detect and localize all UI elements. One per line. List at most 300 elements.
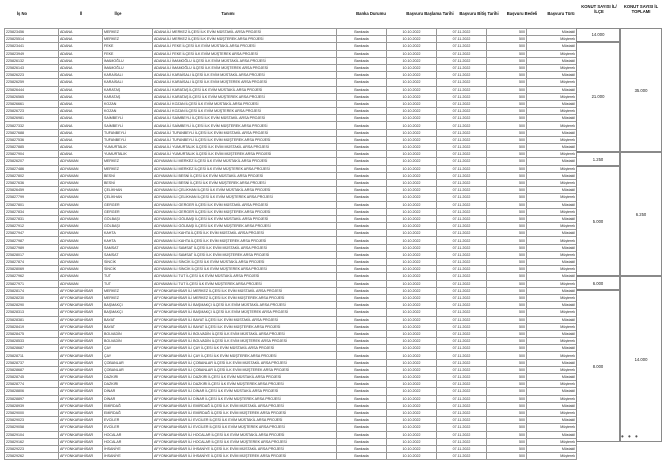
cell-basvuru-bedeli: 500 xyxy=(487,108,527,115)
cell-tanim: AFYONKARAHİSAR İLİ BOLVADİN İLÇESİ İLK EVİM MÜŞTEREK ARSA PROJESİ xyxy=(153,338,337,345)
cell-baslama-tarihi: 10.10.2022 xyxy=(387,388,437,395)
cell-baslama-tarihi: 10.10.2022 xyxy=(387,338,437,345)
cell-is-no: 225827688 xyxy=(5,129,59,136)
cell-basvuru-turu: Müşterek xyxy=(527,108,577,115)
cell-baslama-tarihi: 10.10.2022 xyxy=(387,237,437,244)
cell-is-no: 225828711 xyxy=(5,352,59,359)
cell-bitis-tarihi: 07.11.2022 xyxy=(437,201,487,208)
cell-is-no: 225828737 xyxy=(5,359,59,366)
cell-banka-durumu: Bankada xyxy=(337,409,387,416)
cell-basvuru-turu: Müstakil xyxy=(527,273,577,280)
cell-ilce: TUFANBEYLİ xyxy=(103,129,153,136)
cell-basvuru-bedeli: 500 xyxy=(487,215,527,222)
cell-bitis-tarihi: 07.11.2022 xyxy=(437,251,487,258)
cell-tanim: AFYONKARAHİSAR İLİ BAYAT İLÇESİ İLK EVİM MÜSTAKİL ARSA PROJESİ xyxy=(153,316,337,323)
cell-baslama-tarihi: 10.10.2022 xyxy=(387,36,437,43)
cell-is-no: 225827904 xyxy=(5,151,59,158)
cell-ilce: GERGER xyxy=(103,208,153,215)
cell-banka-durumu: Bankada xyxy=(337,316,387,323)
cell-is-no: 225827486 xyxy=(5,165,59,172)
cell-basvuru-turu: Müşterek xyxy=(527,453,577,460)
cell-bitis-tarihi: 07.11.2022 xyxy=(437,417,487,424)
cell-ilce: SİNCİK xyxy=(103,259,153,266)
cell-is-no: 225829104 xyxy=(5,431,59,438)
cell-ilce: SAMSAT xyxy=(103,251,153,258)
cell-bitis-tarihi: 07.11.2022 xyxy=(437,230,487,237)
cell-is-no: 225827801 xyxy=(5,201,59,208)
cell-bitis-tarihi: 07.11.2022 xyxy=(437,86,487,93)
cell-banka-durumu: Bankada xyxy=(337,136,387,143)
cell-il: ADANA xyxy=(59,93,103,100)
cell-baslama-tarihi: 10.10.2022 xyxy=(387,309,437,316)
cell-ilce: KARAİSALI xyxy=(103,72,153,79)
cell-ilce: SİNCİK xyxy=(103,266,153,273)
cell-il: AFYONKARAHİSAR xyxy=(59,359,103,366)
cell-basvuru-turu: Müstakil xyxy=(527,316,577,323)
cell-basvuru-turu: Müşterek xyxy=(527,366,577,373)
cell-banka-durumu: Bankada xyxy=(337,208,387,215)
cell-bitis-tarihi: 07.11.2022 xyxy=(437,208,487,215)
cell-tanim: ADIYAMAN İLİ SAMSAT İLÇESİ İLK EVİM MÜSTAKİL ARSA PROJESİ xyxy=(153,244,337,251)
cell-banka-durumu: Bankada xyxy=(337,417,387,424)
cell-il: ADIYAMAN xyxy=(59,172,103,179)
table-row xyxy=(5,151,577,158)
cell-is-no: 225829262 xyxy=(5,453,59,460)
header-is-no: İş No xyxy=(16,11,28,16)
cell-baslama-tarihi: 10.10.2022 xyxy=(387,402,437,409)
table-row xyxy=(5,251,577,258)
table-row xyxy=(5,100,577,107)
cell-tanim: ADANA İLİ MERKEZ İLÇESİ İLK EVİM MÜŞTEREK ARSA PROJESİ xyxy=(153,36,337,43)
cell-il: ADANA xyxy=(59,64,103,71)
cell-bitis-tarihi: 07.11.2022 xyxy=(437,323,487,330)
cell-il: AFYONKARAHİSAR xyxy=(59,323,103,330)
cell-banka-durumu: Bankada xyxy=(337,172,387,179)
cell-il: ADANA xyxy=(59,136,103,143)
cell-ilce: BOLVADİN xyxy=(103,338,153,345)
cell-il: ADIYAMAN xyxy=(59,194,103,201)
cell-basvuru-bedeli: 500 xyxy=(487,352,527,359)
cell-il: ADANA xyxy=(59,115,103,122)
cell-is-no: 225828069 xyxy=(5,266,59,273)
header-baslama-tarihi: Başvuru Başlama Tarihi xyxy=(406,11,454,16)
cell-ilce: İMAMOĞLU xyxy=(103,57,153,64)
cell-basvuru-bedeli: 500 xyxy=(487,424,527,431)
cell-il: AFYONKARAHİSAR xyxy=(59,388,103,395)
cell-banka-durumu: Bankada xyxy=(337,374,387,381)
cell-banka-durumu: Bankada xyxy=(337,43,387,50)
cell-baslama-tarihi: 10.10.2022 xyxy=(387,50,437,57)
cell-ilce: KARATAŞ xyxy=(103,93,153,100)
cell-banka-durumu: Bankada xyxy=(337,280,387,287)
cell-ilce: MERKEZ xyxy=(103,165,153,172)
cell-basvuru-turu: Müşterek xyxy=(527,237,577,244)
cell-basvuru-turu: Müşterek xyxy=(527,79,577,86)
cell-basvuru-turu: Müşterek xyxy=(527,194,577,201)
cell-il: ADIYAMAN xyxy=(59,187,103,194)
cell-basvuru-bedeli: 500 xyxy=(487,244,527,251)
cell-banka-durumu: Bankada xyxy=(337,36,387,43)
cell-ilce: EVCİLER xyxy=(103,417,153,424)
cell-il: ADIYAMAN xyxy=(59,223,103,230)
cell-bitis-tarihi: 07.11.2022 xyxy=(437,122,487,129)
cell-is-no: 225827987 xyxy=(5,237,59,244)
cell-bitis-tarihi: 07.11.2022 xyxy=(437,115,487,122)
cell-basvuru-turu: Müşterek xyxy=(527,294,577,301)
cell-tanim: ADANA İLİ SAİMBEYLİ İLÇESİ İLK EVİM MÜSTAKİL ARSA PROJESİ xyxy=(153,115,337,122)
cell-tanim: AFYONKARAHİSAR İLİ DAZKIRI İLÇESİ İLK EVİM MÜŞTEREK ARSA PROJESİ xyxy=(153,381,337,388)
cell-il: ADANA xyxy=(59,36,103,43)
cell-banka-durumu: Bankada xyxy=(337,144,387,151)
cell-bitis-tarihi: 07.11.2022 xyxy=(437,381,487,388)
cell-baslama-tarihi: 10.10.2022 xyxy=(387,129,437,136)
cell-basvuru-bedeli: 500 xyxy=(487,86,527,93)
table-row xyxy=(5,409,577,416)
cell-banka-durumu: Bankada xyxy=(337,438,387,445)
cell-tanim: AFYONKARAHİSAR İLİ EMİRDAĞ İLÇESİ İLK EVİM MÜSTAKİL ARSA PROJESİ xyxy=(153,402,337,409)
table-row xyxy=(5,244,577,251)
cell-bitis-tarihi: 07.11.2022 xyxy=(437,165,487,172)
konut-sayisi-ilce-cell: 14.000 xyxy=(576,28,620,42)
table-row xyxy=(5,223,577,230)
cell-baslama-tarihi: 10.10.2022 xyxy=(387,366,437,373)
table-row xyxy=(5,158,577,165)
table-row xyxy=(5,266,577,273)
cell-ilce: FEKE xyxy=(103,43,153,50)
cell-il: AFYONKARAHİSAR xyxy=(59,417,103,424)
cell-baslama-tarihi: 10.10.2022 xyxy=(387,438,437,445)
cell-tanim: AFYONKARAHİSAR İLİ EVCİLER İLÇESİ İLK EVİM MÜŞTEREK ARSA PROJESİ xyxy=(153,424,337,431)
cell-tanim: ADANA İLİ İMAMOĞLU İLÇESİ İLK EVİM MÜŞTEREK ARSA PROJESİ xyxy=(153,64,337,71)
cell-banka-durumu: Bankada xyxy=(337,287,387,294)
cell-banka-durumu: Bankada xyxy=(337,294,387,301)
cell-banka-durumu: Bankada xyxy=(337,359,387,366)
cell-tanim: AFYONKARAHİSAR İLİ BAYAT İLÇESİ İLK EVİM MÜŞTEREK ARSA PROJESİ xyxy=(153,323,337,330)
cell-basvuru-bedeli: 500 xyxy=(487,172,527,179)
cell-basvuru-bedeli: 500 xyxy=(487,115,527,122)
cell-tanim: ADANA İLİ YUMURTALIK İLÇESİ İLK EVİM MÜŞTEREK ARSA PROJESİ xyxy=(153,151,337,158)
cell-bitis-tarihi: 07.11.2022 xyxy=(437,294,487,301)
cell-basvuru-bedeli: 500 xyxy=(487,395,527,402)
table-body xyxy=(5,29,577,460)
cell-is-no: 225828313 xyxy=(5,309,59,316)
cell-baslama-tarihi: 10.10.2022 xyxy=(387,302,437,309)
cell-basvuru-turu: Müşterek xyxy=(527,424,577,431)
cell-basvuru-bedeli: 500 xyxy=(487,72,527,79)
cell-il: AFYONKARAHİSAR xyxy=(59,438,103,445)
cell-bitis-tarihi: 07.11.2022 xyxy=(437,374,487,381)
table-row xyxy=(5,79,577,86)
cell-basvuru-turu: Müstakil xyxy=(527,158,577,165)
table-row xyxy=(5,323,577,330)
cell-bitis-tarihi: 07.11.2022 xyxy=(437,409,487,416)
table-row xyxy=(5,287,577,294)
cell-tanim: AFYONKARAHİSAR İLİ İHSANİYE İLÇESİ İLK EVİM MÜŞTEREK ARSA PROJESİ xyxy=(153,453,337,460)
cell-basvuru-bedeli: 500 xyxy=(487,316,527,323)
table-row xyxy=(5,50,577,57)
cell-bitis-tarihi: 07.11.2022 xyxy=(437,309,487,316)
cell-basvuru-turu: Müşterek xyxy=(527,36,577,43)
cell-basvuru-turu: Müstakil xyxy=(527,287,577,294)
cell-banka-durumu: Bankada xyxy=(337,29,387,36)
cell-basvuru-turu: Müşterek xyxy=(527,208,577,215)
cell-tanim: ADANA İLİ KARAİSALI İLÇESİ İLK EVİM MÜSTAKİL ARSA PROJESİ xyxy=(153,72,337,79)
cell-ilce: BAYAT xyxy=(103,316,153,323)
cell-banka-durumu: Bankada xyxy=(337,352,387,359)
konut-sayisi-ilce-cell: 6.000 xyxy=(576,276,620,290)
cell-baslama-tarihi: 10.10.2022 xyxy=(387,208,437,215)
cell-basvuru-bedeli: 500 xyxy=(487,251,527,258)
cell-il: ADANA xyxy=(59,144,103,151)
cell-baslama-tarihi: 10.10.2022 xyxy=(387,381,437,388)
cell-tanim: AFYONKARAHİSAR İLİ HOCALAR İLÇESİ İLK EVİM MÜSTAKİL ARSA PROJESİ xyxy=(153,431,337,438)
cell-basvuru-bedeli: 500 xyxy=(487,409,527,416)
table-row xyxy=(5,431,577,438)
table-row xyxy=(5,144,577,151)
cell-tanim: ADIYAMAN İLİ TUT İLÇESİ İLK EVİM MÜŞTEREK ARSA PROJESİ xyxy=(153,280,337,287)
cell-is-no: 225823441 xyxy=(5,43,59,50)
cell-tanim: ADIYAMAN İLİ ÇELİKHAN İLÇESİ İLK EVİM MÜŞTEREK ARSA PROJESİ xyxy=(153,194,337,201)
cell-baslama-tarihi: 10.10.2022 xyxy=(387,359,437,366)
cell-il: ADIYAMAN xyxy=(59,201,103,208)
cell-basvuru-turu: Müstakil xyxy=(527,29,577,36)
table-row xyxy=(5,57,577,64)
cell-banka-durumu: Bankada xyxy=(337,93,387,100)
cell-baslama-tarihi: 10.10.2022 xyxy=(387,187,437,194)
cell-tanim: ADANA İLİ TUFANBEYLİ İLÇESİ İLK EVİM MÜSTAKİL ARSA PROJESİ xyxy=(153,129,337,136)
cell-ilce: TUT xyxy=(103,273,153,280)
cell-basvuru-bedeli: 500 xyxy=(487,36,527,43)
cell-basvuru-bedeli: 500 xyxy=(487,50,527,57)
cell-baslama-tarihi: 10.10.2022 xyxy=(387,57,437,64)
cell-basvuru-bedeli: 500 xyxy=(487,122,527,129)
cell-baslama-tarihi: 10.10.2022 xyxy=(387,417,437,424)
table-row xyxy=(5,29,577,36)
cell-basvuru-turu: Müstakil xyxy=(527,330,577,337)
table-row xyxy=(5,237,577,244)
cell-baslama-tarihi: 10.10.2022 xyxy=(387,43,437,50)
cell-basvuru-bedeli: 500 xyxy=(487,43,527,50)
cell-baslama-tarihi: 10.10.2022 xyxy=(387,165,437,172)
cell-ilce: SAİMBEYLİ xyxy=(103,115,153,122)
cell-tanim: AFYONKARAHİSAR İLİ EMİRDAĞ İLÇESİ İLK EVİM MÜŞTEREK ARSA PROJESİ xyxy=(153,409,337,416)
cell-baslama-tarihi: 10.10.2022 xyxy=(387,108,437,115)
cell-banka-durumu: Bankada xyxy=(337,309,387,316)
cell-is-no: 225823456 xyxy=(5,29,59,36)
cell-baslama-tarihi: 10.10.2022 xyxy=(387,79,437,86)
table-row xyxy=(5,388,577,395)
konut-sayisi-toplam-cell: 6.250 xyxy=(620,152,662,276)
cell-is-no: 225827834 xyxy=(5,208,59,215)
cell-il: AFYONKARAHİSAR xyxy=(59,330,103,337)
cell-il: AFYONKARAHİSAR xyxy=(59,424,103,431)
cell-tanim: ADANA İLİ FEKE İLÇESİ İLK EVİM MÜŞTEREK ARSA PROJESİ xyxy=(153,50,337,57)
cell-banka-durumu: Bankada xyxy=(337,237,387,244)
cell-ilce: GÖLBAŞI xyxy=(103,215,153,222)
cell-baslama-tarihi: 10.10.2022 xyxy=(387,172,437,179)
cell-is-no: 225828806 xyxy=(5,388,59,395)
cell-is-no: 225827332 xyxy=(5,122,59,129)
cell-baslama-tarihi: 10.10.2022 xyxy=(387,100,437,107)
konut-sayisi-ilce-cell: 8.000 xyxy=(576,290,620,442)
cell-basvuru-turu: Müşterek xyxy=(527,280,577,287)
cell-ilce: YUMURTALIK xyxy=(103,144,153,151)
cell-bitis-tarihi: 07.11.2022 xyxy=(437,237,487,244)
cell-ilce: KARAİSALI xyxy=(103,79,153,86)
cell-basvuru-bedeli: 500 xyxy=(487,57,527,64)
cell-ilce: SAİMBEYLİ xyxy=(103,122,153,129)
cell-banka-durumu: Bankada xyxy=(337,366,387,373)
header-basvuru-bedeli: Başvuru Bedeli xyxy=(506,11,538,16)
cell-is-no: 225828230 xyxy=(5,294,59,301)
konut-sayisi-ilce-cell: 5.000 xyxy=(576,166,620,276)
cell-banka-durumu: Bankada xyxy=(337,323,387,330)
cell-bitis-tarihi: 07.11.2022 xyxy=(437,280,487,287)
cell-ilce: HOCALAR xyxy=(103,431,153,438)
cell-basvuru-bedeli: 500 xyxy=(487,187,527,194)
cell-baslama-tarihi: 10.10.2022 xyxy=(387,266,437,273)
data-table xyxy=(4,28,577,460)
cell-basvuru-turu: Müşterek xyxy=(527,223,577,230)
cell-basvuru-turu: Müstakil xyxy=(527,302,577,309)
table-row xyxy=(5,395,577,402)
cell-basvuru-bedeli: 500 xyxy=(487,100,527,107)
cell-banka-durumu: Bankada xyxy=(337,57,387,64)
cell-basvuru-bedeli: 500 xyxy=(487,323,527,330)
cell-baslama-tarihi: 10.10.2022 xyxy=(387,431,437,438)
cell-basvuru-bedeli: 500 xyxy=(487,438,527,445)
header-tanim: Tanımı xyxy=(221,11,235,16)
cell-basvuru-bedeli: 500 xyxy=(487,294,527,301)
cell-bitis-tarihi: 07.11.2022 xyxy=(437,352,487,359)
cell-baslama-tarihi: 10.10.2022 xyxy=(387,445,437,452)
cell-banka-durumu: Bankada xyxy=(337,381,387,388)
cell-bitis-tarihi: 07.11.2022 xyxy=(437,330,487,337)
cell-baslama-tarihi: 10.10.2022 xyxy=(387,345,437,352)
table-row xyxy=(5,330,577,337)
cell-is-no: 225827536 xyxy=(5,136,59,143)
cell-tanim: AFYONKARAHİSAR İLİ DİNAR İLÇESİ İLK EVİM MÜSTAKİL ARSA PROJESİ xyxy=(153,388,337,395)
cell-ilce: BAŞMAKÇI xyxy=(103,302,153,309)
cell-banka-durumu: Bankada xyxy=(337,223,387,230)
cell-banka-durumu: Bankada xyxy=(337,201,387,208)
cell-basvuru-turu: Müstakil xyxy=(527,201,577,208)
cell-basvuru-turu: Müşterek xyxy=(527,50,577,57)
table-row xyxy=(5,381,577,388)
table-row xyxy=(5,122,577,129)
cell-tanim: ADIYAMAN İLİ MERKEZ İLÇESİ İLK EVİM MÜSTAKİL ARSA PROJESİ xyxy=(153,158,337,165)
cell-banka-durumu: Bankada xyxy=(337,424,387,431)
cell-baslama-tarihi: 10.10.2022 xyxy=(387,294,437,301)
table-row xyxy=(5,352,577,359)
cell-basvuru-turu: Müşterek xyxy=(527,64,577,71)
cell-tanim: ADIYAMAN İLİ GÖLBAŞI İLÇESİ İLK EVİM MÜŞTEREK ARSA PROJESİ xyxy=(153,223,337,230)
table-row xyxy=(5,72,577,79)
cell-is-no: 225826444 xyxy=(5,86,59,93)
cell-bitis-tarihi: 07.11.2022 xyxy=(437,338,487,345)
cell-tanim: ADIYAMAN İLİ KAHTA İLÇESİ İLK EVİM MÜSTAKİL ARSA PROJESİ xyxy=(153,230,337,237)
cell-is-no: 225827831 xyxy=(5,215,59,222)
cell-ilce: KAHTA xyxy=(103,230,153,237)
table-row xyxy=(5,43,577,50)
cell-bitis-tarihi: 07.11.2022 xyxy=(437,93,487,100)
cell-bitis-tarihi: 07.11.2022 xyxy=(437,136,487,143)
cell-bitis-tarihi: 07.11.2022 xyxy=(437,388,487,395)
cell-basvuru-turu: Müstakil xyxy=(527,86,577,93)
cell-baslama-tarihi: 10.10.2022 xyxy=(387,179,437,186)
cell-il: AFYONKARAHİSAR xyxy=(59,309,103,316)
cell-il: ADANA xyxy=(59,108,103,115)
cell-il: AFYONKARAHİSAR xyxy=(59,374,103,381)
cell-is-no: 225828939 xyxy=(5,402,59,409)
cell-tanim: ADIYAMAN İLİ SİNCİK İLÇESİ İLK EVİM MÜSTAKİL ARSA PROJESİ xyxy=(153,259,337,266)
cell-tanim: ADANA İLİ KOZAN İLÇESİ İLK EVİM MÜSTAKİL ARSA PROJESİ xyxy=(153,100,337,107)
cell-tanim: ADIYAMAN İLİ ÇELİKHAN İLÇESİ İLK EVİM MÜSTAKİL ARSA PROJESİ xyxy=(153,187,337,194)
cell-il: ADIYAMAN xyxy=(59,237,103,244)
cell-bitis-tarihi: 07.11.2022 xyxy=(437,316,487,323)
cell-banka-durumu: Bankada xyxy=(337,230,387,237)
cell-is-no: 225827971 xyxy=(5,280,59,287)
table-row xyxy=(5,64,577,71)
cell-baslama-tarihi: 10.10.2022 xyxy=(387,316,437,323)
header-konut-ilce: KONUT SAYISI İL/İLÇE xyxy=(581,4,617,14)
cell-baslama-tarihi: 10.10.2022 xyxy=(387,215,437,222)
cell-basvuru-turu: Müşterek xyxy=(527,251,577,258)
cell-il: AFYONKARAHİSAR xyxy=(59,345,103,352)
cell-ilce: ÇOBANLAR xyxy=(103,359,153,366)
cell-bitis-tarihi: 07.11.2022 xyxy=(437,223,487,230)
cell-tanim: AFYONKARAHİSAR İLİ DİNAR İLÇESİ İLK EVİM MÜŞTEREK ARSA PROJESİ xyxy=(153,395,337,402)
cell-basvuru-bedeli: 500 xyxy=(487,273,527,280)
cell-il: ADIYAMAN xyxy=(59,158,103,165)
cell-banka-durumu: Bankada xyxy=(337,194,387,201)
cell-banka-durumu: Bankada xyxy=(337,251,387,258)
table-row xyxy=(5,402,577,409)
cell-basvuru-turu: Müşterek xyxy=(527,352,577,359)
cell-bitis-tarihi: 07.11.2022 xyxy=(437,302,487,309)
cell-ilce: TUT xyxy=(103,280,153,287)
cell-basvuru-turu: Müstakil xyxy=(527,431,577,438)
cell-is-no: 225828774 xyxy=(5,381,59,388)
cell-ilce: İHSANİYE xyxy=(103,445,153,452)
cell-il: ADIYAMAN xyxy=(59,208,103,215)
cell-basvuru-bedeli: 500 xyxy=(487,136,527,143)
cell-ilce: BAŞMAKÇI xyxy=(103,309,153,316)
table-row xyxy=(5,294,577,301)
cell-is-no: 225826259 xyxy=(5,79,59,86)
cell-tanim: AFYONKARAHİSAR İLİ HOCALAR İLÇESİ İLK EVİM MÜŞTEREK ARSA PROJESİ xyxy=(153,438,337,445)
cell-is-no: 225829223 xyxy=(5,445,59,452)
cell-basvuru-turu: Müstakil xyxy=(527,417,577,424)
cell-tanim: AFYONKARAHİSAR İLİ ÇOBANLAR İLÇESİ İLK EVİM MÜŞTEREK ARSA PROJESİ xyxy=(153,366,337,373)
cell-bitis-tarihi: 07.11.2022 xyxy=(437,431,487,438)
cell-banka-durumu: Bankada xyxy=(337,395,387,402)
table-row xyxy=(5,453,577,460)
cell-tanim: AFYONKARAHİSAR İLİ BAŞMAKÇI İLÇESİ İLK EVİM MÜSTAKİL ARSA PROJESİ xyxy=(153,302,337,309)
table-row xyxy=(5,115,577,122)
cell-banka-durumu: Bankada xyxy=(337,129,387,136)
cell-il: ADIYAMAN xyxy=(59,251,103,258)
cell-baslama-tarihi: 10.10.2022 xyxy=(387,280,437,287)
cell-baslama-tarihi: 10.10.2022 xyxy=(387,144,437,151)
cell-basvuru-bedeli: 500 xyxy=(487,194,527,201)
cell-is-no: 225828745 xyxy=(5,374,59,381)
cell-basvuru-bedeli: 500 xyxy=(487,29,527,36)
cell-basvuru-bedeli: 500 xyxy=(487,381,527,388)
cell-basvuru-bedeli: 500 xyxy=(487,302,527,309)
table-row xyxy=(5,273,577,280)
cell-il: AFYONKARAHİSAR xyxy=(59,302,103,309)
